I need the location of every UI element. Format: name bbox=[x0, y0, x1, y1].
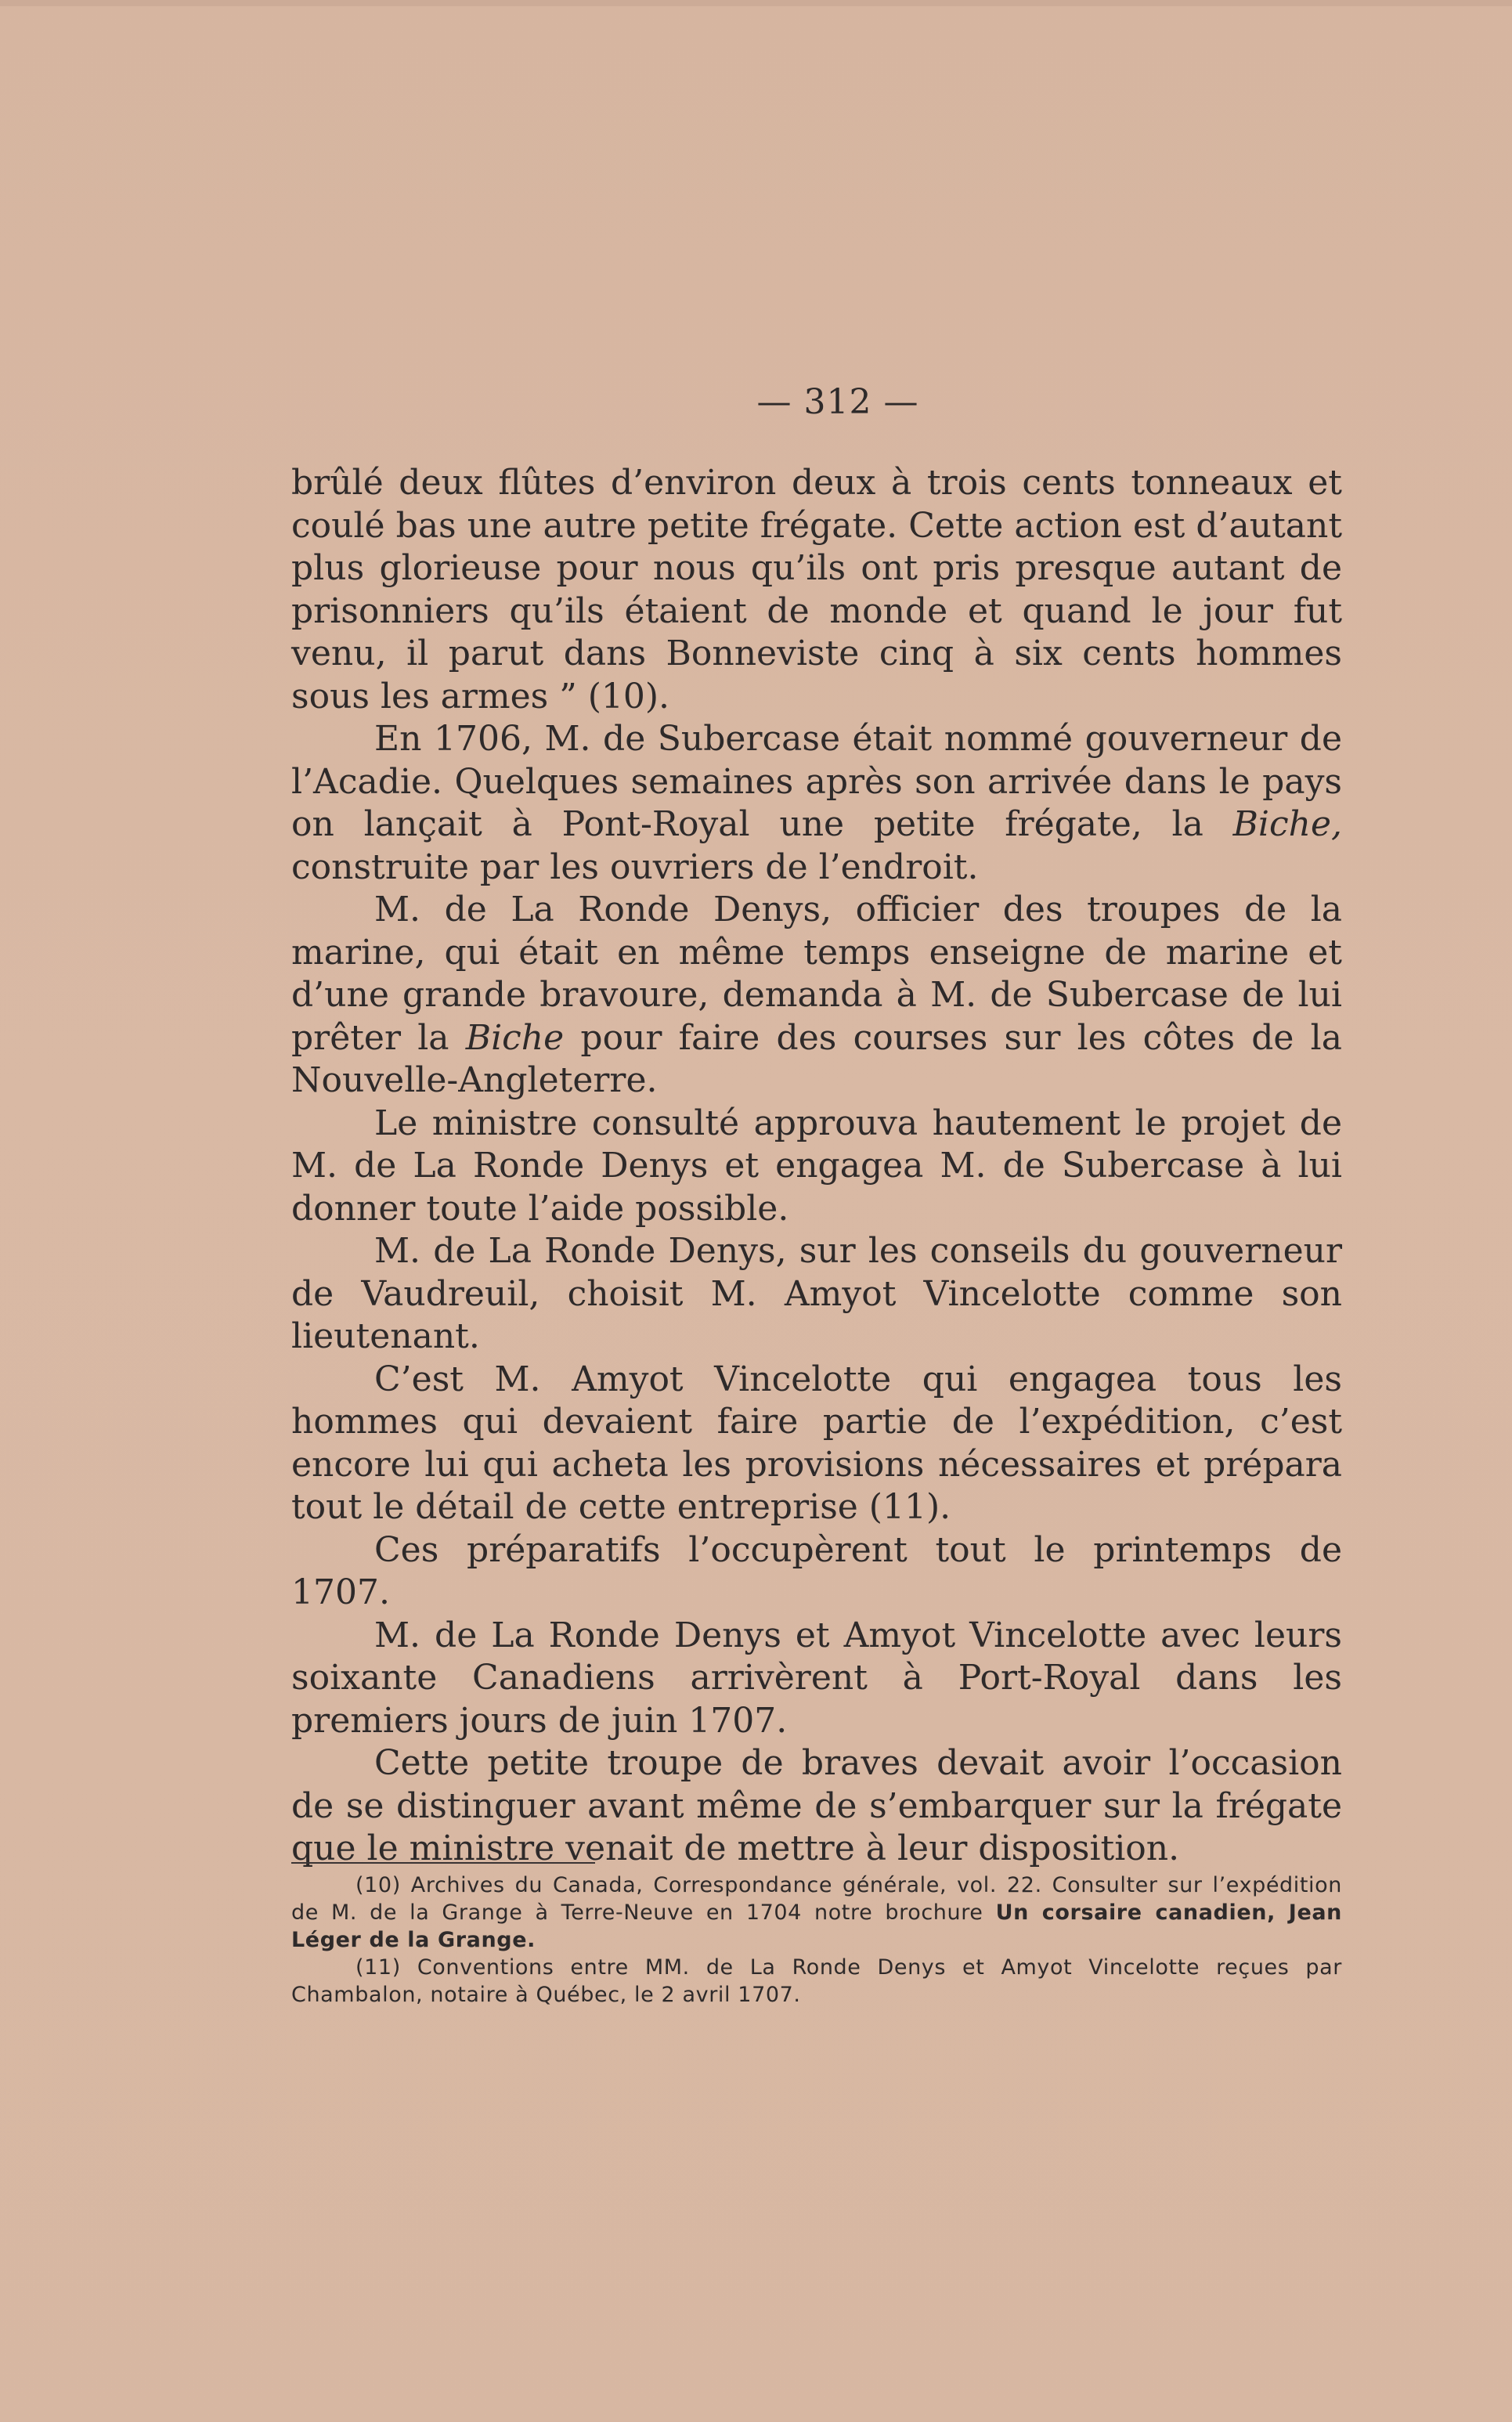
footnote-title-bold: Un corsaire canadien, Jean Léger de la Grange. bbox=[291, 1900, 1342, 1952]
footnote-divider bbox=[291, 1862, 595, 1864]
paragraph-9 bbox=[291, 1742, 1342, 1871]
paragraph-6 bbox=[291, 1359, 1342, 1529]
paragraph-7 bbox=[291, 1529, 1342, 1615]
paragraph-run: pour faire des courses sur les côtes de la Nouvelle-Angleterre. bbox=[291, 1017, 1342, 1100]
page-number: — 312 — bbox=[756, 382, 919, 422]
paragraph-run: construite par les ouvriers de l’endroit. bbox=[291, 846, 979, 887]
page-top-edge bbox=[0, 0, 1512, 6]
paragraph-3 bbox=[291, 889, 1342, 1103]
paragraph-5 bbox=[291, 1230, 1342, 1359]
paragraph-run: M. de La Ronde Denys et Amyot Vincelotte avec leurs soixante Canadiens arrivèrent à Port-Royal dans les premiers jours de juin 1707. bbox=[291, 1615, 1342, 1741]
paragraph-run: En 1706, M. de Subercase était nommé gouverneur de l’Acadie. Quelques semaines après son arrivée dans le pays on lançait à Pont-Royal une petite frégate, la bbox=[291, 719, 1342, 844]
paragraph-4 bbox=[291, 1103, 1342, 1231]
paragraph-run: Cette petite troupe de braves devait avoir l’occasion de se distinguer avant même de s’embarquer sur la frégate que le ministre venait de mettre à leur disposition. bbox=[291, 1743, 1342, 1868]
paragraph-2 bbox=[291, 718, 1342, 889]
footnotes bbox=[291, 1872, 1342, 2009]
ship-name-italic: Biche bbox=[465, 1017, 565, 1058]
footnote-marker: (11) bbox=[355, 1955, 401, 1980]
paragraph-1 bbox=[291, 462, 1342, 718]
paragraph-run: Ces préparatifs l’occupèrent tout le printemps de 1707. bbox=[291, 1529, 1342, 1612]
footnote-marker: (10) bbox=[355, 1873, 401, 1897]
paragraph-run: M. de La Ronde Denys, officier des troupes de la marine, qui était en même temps enseigne de marine et d’une grande bravoure, demanda à M. de Subercase de lui prêter la bbox=[291, 890, 1342, 1058]
ship-name-italic: Biche, bbox=[1232, 804, 1342, 844]
paragraph-run: C’est M. Amyot Vincelotte qui engagea tous les hommes qui devaient faire partie de l’expédition, c’est encore lui qui acheta les provisions nécessaires et prépara tout le détail de cette entreprise (11). bbox=[291, 1359, 1342, 1527]
footnote-10 bbox=[291, 1872, 1342, 1954]
paragraph-run: Le ministre consulté approuva hautement le projet de M. de La Ronde Denys et engagea M. de Subercase à lui donner toute l’aide possible. bbox=[291, 1103, 1342, 1229]
paragraph-8 bbox=[291, 1615, 1342, 1743]
footnote-text: Conventions entre MM. de La Ronde Denys et Amyot Vincelotte reçues par Chambalon, notaire à Québec, le 2 avril 1707. bbox=[291, 1955, 1343, 2007]
paragraph-run: M. de La Ronde Denys, sur les conseils du gouverneur de Vaudreuil, choisit M. Amyot Vincelotte comme son lieutenant. bbox=[291, 1231, 1342, 1356]
paragraph-run: brûlé deux flûtes d’environ deux à trois cents tonneaux et coulé bas une autre petite frégate. Cette action est d’autant plus glorieuse pour nous qu’ils ont pris presque autant de prisonniers qu’ils étaient de monde et quand le jour fut venu, il parut dans Bonneviste cinq à six cents hommes sous les armes ” (10). bbox=[291, 463, 1342, 716]
body-text bbox=[291, 462, 1342, 1871]
footnote-11 bbox=[291, 1954, 1342, 2009]
footnote-text: Archives du Canada, Correspondance générale, vol. 22. Consulter sur l’expédition de M. de la Grange à Terre-Neuve en 1704 notre brochure bbox=[291, 1873, 1342, 1925]
